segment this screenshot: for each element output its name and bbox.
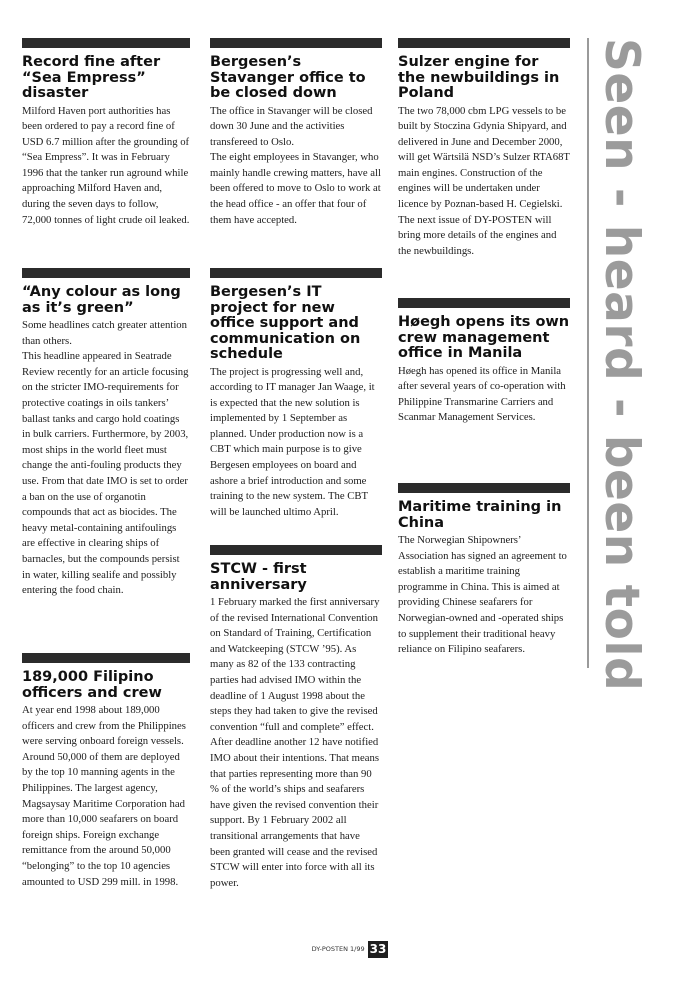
- section-rule: [398, 38, 570, 48]
- article-paragraph: The two 78,000 cbm LPG vessels to be built by Stoczina Gdynia Shipyard, and delivered in June and December 2000, will get Wärtsilä NSD’s Sulzer RTA68T main engines. Construction of the engines will be undertaken under licence by Poznan-based H. Cegielski. The next issue of DY-POSTEN will bring more details of the engines and the newbuildings.: [398, 104, 570, 257]
- article-body: [22, 703, 190, 890]
- section-rule: [398, 483, 570, 493]
- article-headline: Høegh opens its own crew management office in Manila: [398, 314, 570, 361]
- article-headline: STCW - first anniversary: [210, 561, 307, 593]
- page-number: 33: [369, 941, 387, 956]
- article-paragraph: At year end 1998 about 189,000 officers and crew from the Philippines were serving onboard foreign vessels. Around 50,000 of them are deployed by the top 10 manning agents in the Philippines. The largest agency, Magsaysay Maritime Corporation had more than 10,000 seafarers on board foreign ships. Foreign exchange remittance from the around 50,000 “belonging” to the top 10 agencies amounted to USD 299 mill. in 1998.: [22, 704, 186, 888]
- article-body: [398, 364, 570, 426]
- article-paragraph: The Norwegian Shipowners’ Association has signed an agreement to establish a maritime training programme in China. This is aimed at providing Chinese seafarers for Norwegian-owned and -operated ships to supplement their traditional heavy reliance on Filipino seafarers.: [398, 534, 567, 656]
- article-body: [398, 104, 570, 260]
- section-rule: [22, 653, 190, 663]
- article-headline: Record fine after “Sea Empress” disaster: [22, 54, 161, 101]
- article-headline: Bergesen’s IT project for new office support and communication on schedule: [210, 284, 361, 362]
- article-paragraph: The project is progressing well and, according to IT manager Jan Waage, it is expected that the new solution is implemented by 1 September as planned. Under production now is a CBT which main purpose is to give Bergesen employees on board and ashore a brief introduction and some training to the new system. The CBT will be launched ultimo April.: [210, 365, 375, 518]
- article-headline: 189,000 Filipino officers and crew: [22, 669, 162, 701]
- article-maritime-training: [398, 483, 570, 658]
- article-paragraph: Høegh has opened its office in Manila after several years of co-operation with Philippine Transmarine Carriers and Scanmar Management Services.: [398, 364, 566, 424]
- article-body: [22, 104, 190, 229]
- article-paragraph: The eight employees in Stavanger, who mainly handle crewing matters, have all been offered to move to Oslo to work at the head office - an offer that four of them have accepted.: [210, 151, 381, 226]
- article-stavanger-office: [210, 38, 382, 228]
- article-paragraph: Some headlines catch greater attention than others.: [22, 319, 187, 347]
- section-rule: [398, 298, 570, 308]
- article-record-fine: [22, 38, 190, 228]
- article-it-project: [210, 268, 382, 520]
- article-hoegh-manila: [398, 298, 570, 426]
- article-body: [398, 533, 570, 658]
- section-rule: [210, 38, 382, 48]
- article-filipino-officers: [22, 653, 190, 890]
- article-body: [210, 595, 382, 891]
- article-body: [22, 318, 190, 599]
- article-stcw: [210, 545, 382, 891]
- publication-name: DY-POSTEN 1/99: [311, 945, 365, 953]
- section-rule: [22, 268, 190, 278]
- article-headline: Bergesen’s Stavanger office to be closed down: [210, 54, 366, 101]
- article-paragraph: This headline appeared in Seatrade Review recently for an article focusing on the stricter IMO-requirements for protective coatings in oils tankers’ ballast tanks and cargo hold coatings in bulk carriers. Furthermore, by 2003, most ships in the world fleet must change the anti-fouling products they use. From that date IMO is set to order a ban on the use of organotin compounds that act as biocides. The heavy metal-containing antifoulings are effective in clearing ships of barnacles, but the compounds persist in water, killing sealife and possibly entering the food chain.: [22, 350, 189, 597]
- sidebar-title: Seen - heard - been told: [594, 38, 649, 692]
- sidebar-divider: [587, 38, 589, 668]
- section-rule: [210, 268, 382, 278]
- page-footer: [0, 940, 700, 958]
- article-paragraph: Milford Haven port authorities has been ordered to pay a record fine of USD 6.7 million after the grounding of “Sea Empress”. It was in February 1996 that the tanker run aground while approaching Milford Haven and, during the seven days to follow, 72,000 tonnes of light crude oil leaked.: [22, 104, 190, 226]
- article-body: [210, 104, 382, 229]
- article-headline: “Any colour as long as it’s green”: [22, 284, 181, 316]
- section-rule: [22, 38, 190, 48]
- article-headline: Sulzer engine for the newbuildings in Poland: [398, 54, 560, 101]
- article-paragraph: The office in Stavanger will be closed down 30 June and the activities transfereed to Oslo.: [210, 104, 373, 148]
- article-any-colour: [22, 268, 190, 599]
- article-body: [210, 365, 382, 521]
- article-headline: Maritime training in China: [398, 499, 562, 531]
- section-rule: [210, 545, 382, 555]
- article-sulzer-engine: [398, 38, 570, 259]
- article-paragraph: 1 February marked the first anniversary of the revised International Convention on Standard of Training, Certification and Watckeeping (STCW ’95). As many as 82 of the 133 contracting parties had advised IMO within the deadline of 1 August 1998 about the steps they had taken to give the revised convention “full and complete” effect. After deadline another 12 have notified IMO about their intentions. That means that parties representing more than 90 % of the world’s ships and seafarers have given the revised convention their support. By 1 February 2002 all transitional arrangements that have been granted will cease and the revised STCW will enter into force with all its power.: [210, 596, 380, 889]
